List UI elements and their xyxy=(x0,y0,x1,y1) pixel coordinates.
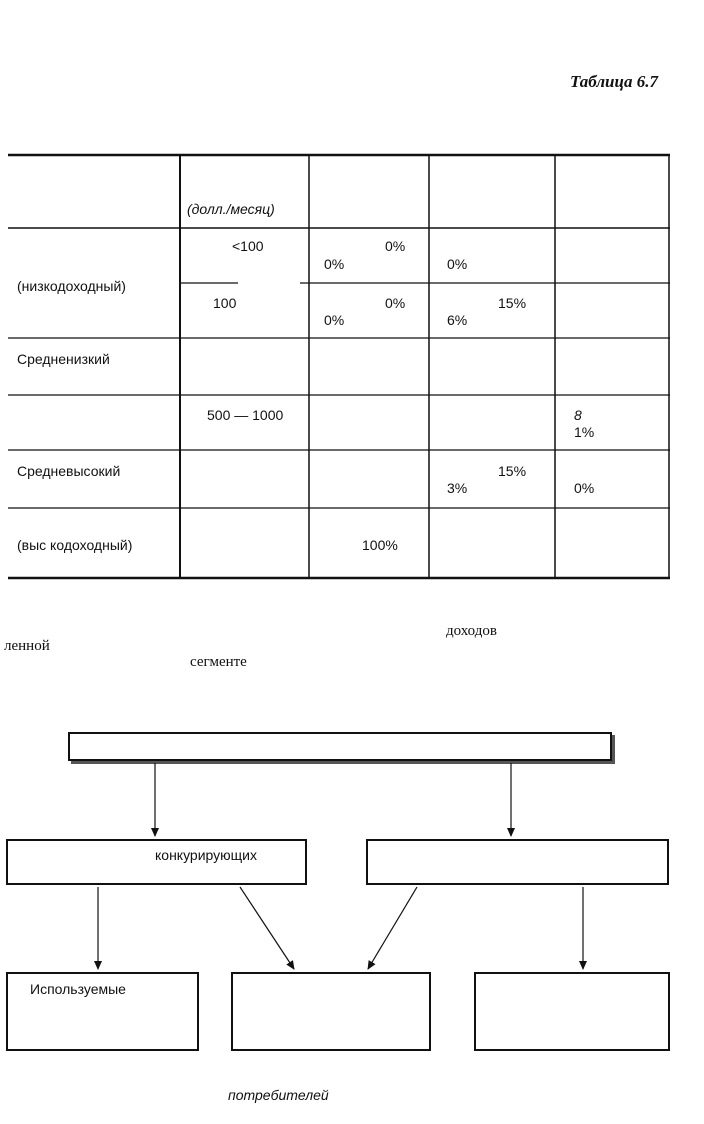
box-label: конкурирующих xyxy=(155,847,257,863)
table-caption: Таблица 6.7 xyxy=(570,72,658,91)
diagram-caption: потребителей xyxy=(228,1087,329,1103)
cell-r2-c3a: 0% xyxy=(385,295,406,311)
cell-r1-c3a: 0% xyxy=(385,238,406,254)
cell-r1-c4: 0% xyxy=(447,256,468,272)
text-fragment: сегменте xyxy=(190,654,247,670)
cell-r2-c4b: 6% xyxy=(447,312,468,328)
cell-r6-c3: 100% xyxy=(362,537,398,553)
cell-r5-c4a: 15% xyxy=(498,463,527,479)
cell-r1-c3b: 0% xyxy=(324,256,345,272)
cell-r2-c3b: 0% xyxy=(324,312,345,328)
text-fragment: ленной xyxy=(4,638,50,654)
arrow xyxy=(240,887,294,969)
text-fragment: доходов xyxy=(446,623,497,639)
cell-r5-c5: 0% xyxy=(574,480,595,496)
segment-low-income: (низкодоходный) xyxy=(17,278,126,294)
cell-r4-c5a: 8 xyxy=(574,407,582,423)
cell-r4-c5b: 1% xyxy=(574,424,595,440)
segment-mid-low: Средненизкий xyxy=(17,351,110,367)
arrow xyxy=(368,887,417,969)
income-100: 100 xyxy=(213,295,237,311)
header-income-unit: (долл./месяц) xyxy=(187,201,275,217)
cell-r5-c4b: 3% xyxy=(447,480,468,496)
segment-mid-high: Средневысокий xyxy=(17,463,121,479)
income-500-1000: 500 — 1000 xyxy=(207,407,284,423)
income-lt100: <100 xyxy=(232,238,264,254)
cell-r2-c4a: 15% xyxy=(498,295,527,311)
segment-high-income: (выс кодоходный) xyxy=(17,537,133,553)
box-label: Используемые xyxy=(30,981,126,997)
